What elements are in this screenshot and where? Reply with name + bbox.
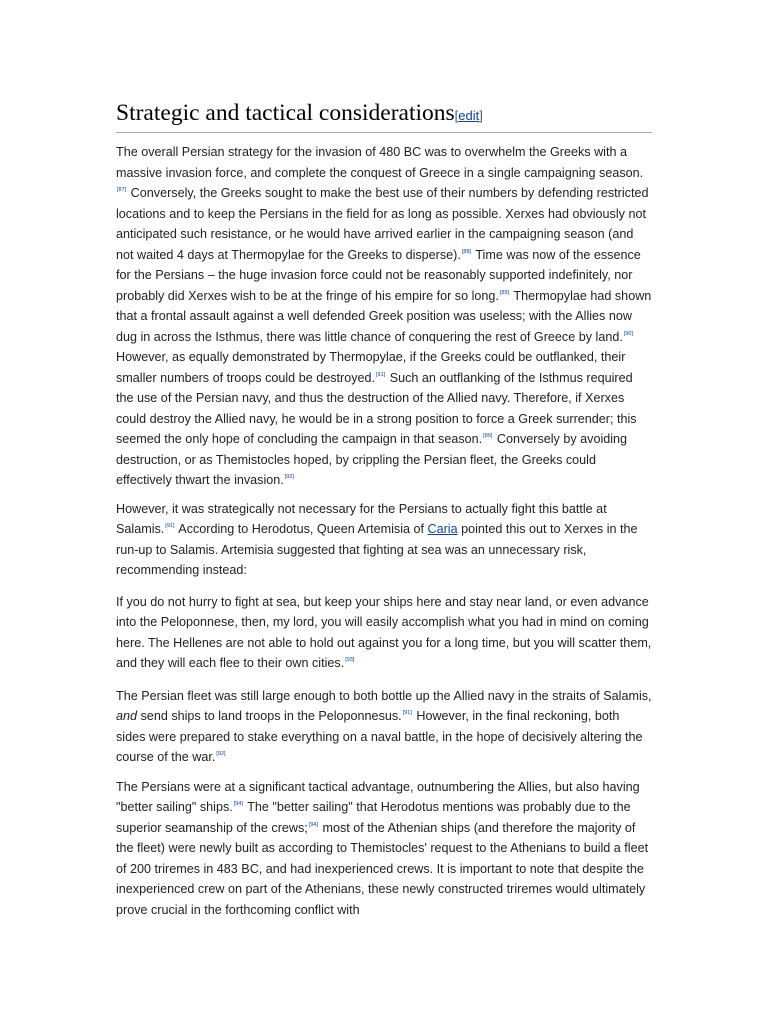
citation-link[interactable]: [94] bbox=[233, 801, 243, 807]
paragraph-text: According to Herodotus, Queen Artemisia of bbox=[175, 522, 428, 536]
paragraph-text: Conversely, the Greeks sought to make the best use of their numbers by defending restricted locations and to keep the Persians in the field for as long as possible. Xerxes had obviously not anticipated such resistance, or he would have arrived earlier in the campaigning season (and not waited 4 days at Thermopylae for the Greeks to disperse). bbox=[116, 186, 649, 262]
citation-link[interactable]: [91] bbox=[402, 710, 412, 716]
paragraph-text: The Persians were at a significant tactical advantage, outnumbering the Allies, but also having "better sailing" ships. bbox=[116, 779, 640, 814]
blockquote bbox=[116, 592, 652, 674]
paragraph-text: Conversely by avoiding destruction, or as Themistocles hoped, by crippling the Persian fleet, the Greeks could effectively thwart the invasion. bbox=[116, 432, 628, 487]
paragraph-tactics bbox=[116, 777, 652, 921]
paragraph-text: most of the Athenian ships (and therefore the majority of the fleet) were newly built as according to Themistocles' request to the Athenians to build a fleet of 200 triremes in 483 BC, and had inexperienced crews. It is important to note that despite the inexperienced crew on part of the Athenians, these newly constructed triremes would ultimately prove crucial in the forthcoming conflict with bbox=[116, 820, 649, 917]
paragraph-strategy bbox=[116, 142, 652, 491]
citation-link[interactable]: [91] bbox=[376, 371, 386, 378]
citation-link[interactable]: [91] bbox=[165, 523, 175, 529]
citation-link[interactable]: [88] bbox=[461, 248, 472, 255]
paragraph-text: pointed this out to Xerxes in the run-up to Salamis. Artemisia suggested that fighting at sea was an unnecessary risk, recommending instead: bbox=[116, 522, 638, 577]
quote-text: If you do not hurry to fight at sea, but keep your ships here and stay near land, or even advance into the Peloponnese, then, my lord, you will easily accomplish what you had in mind on coming here. The Hellenes are not able to hold out against you for a long time, but you will scatter them, and they will each flee to their own cities. bbox=[116, 594, 652, 670]
citation-link[interactable]: [89] bbox=[483, 433, 493, 439]
section-heading bbox=[116, 98, 652, 133]
paragraph-text: Time was now of the essence for the Persians – the huge invasion force could not be reasonably supported indefinitely, nor probably did Xerxes wish to be at the fringe of his empire for so long. bbox=[116, 247, 641, 303]
article-body bbox=[116, 98, 652, 920]
citation-link[interactable]: [93] bbox=[345, 657, 355, 663]
paragraph-text: Such an outflanking of the Isthmus required the use of the Persian navy, and thus the destruction of the Allied navy. Therefore, if Xerxes could destroy the Allied navy, he would be in a strong position to force a Greek surrender; this seemed the only hope of concluding the campaign in that season. bbox=[116, 370, 637, 446]
paragraph-text: The Persian fleet was still large enough to both bottle up the Allied navy in the straits of Salamis, bbox=[116, 688, 652, 703]
paragraph-text: However, in the final reckoning, both sides were prepared to stake everything on a naval battle, in the hope of decisively altering the course of the war. bbox=[116, 709, 643, 764]
citation-link[interactable]: [94] bbox=[308, 821, 318, 828]
paragraph-text: However, as equally demonstrated by Thermopylae, if the Greeks could be outflanked, their smaller numbers of troops could be destroyed. bbox=[116, 350, 626, 385]
paragraph-text: However, it was strategically not necessary for the Persians to actually fight this battle at Salamis. bbox=[116, 501, 607, 536]
paragraph-fleet bbox=[116, 686, 652, 768]
paragraph-text: The "better sailing" that Herodotus mentions was probably due to the superior seamanship of the crews; bbox=[116, 800, 631, 835]
edit-link[interactable]: edit bbox=[458, 108, 480, 123]
paragraph-text: The overall Persian strategy for the invasion of 480 BC was to overwhelm the Greeks with a massive invasion force, and complete the conquest of Greece in a single campaigning season. bbox=[116, 145, 644, 180]
citation-link[interactable]: [92] bbox=[284, 474, 294, 480]
section-title: Strategic and tactical considerations bbox=[116, 100, 455, 126]
caria-link[interactable]: Caria bbox=[427, 522, 458, 536]
edit-section bbox=[455, 108, 483, 123]
citation-link[interactable]: [92] bbox=[216, 751, 226, 757]
paragraph-text: send ships to land troops in the Peloponnesus. bbox=[137, 709, 402, 723]
citation-link[interactable]: [87] bbox=[117, 187, 127, 193]
emphasis-text: and bbox=[116, 709, 138, 723]
citation-link[interactable]: [89] bbox=[499, 289, 510, 296]
edit-bracket-close: ] bbox=[479, 108, 483, 123]
citation-link[interactable]: [90] bbox=[623, 330, 634, 337]
edit-bracket-open: [ bbox=[454, 108, 459, 123]
paragraph-text: Thermopylae had shown that a frontal assault against a well defended Greek position was useless; with the Allies now dug in across the Isthmus, there was little chance of conquering the rest of Greece by land. bbox=[116, 288, 652, 344]
paragraph-artemisia bbox=[116, 499, 652, 581]
